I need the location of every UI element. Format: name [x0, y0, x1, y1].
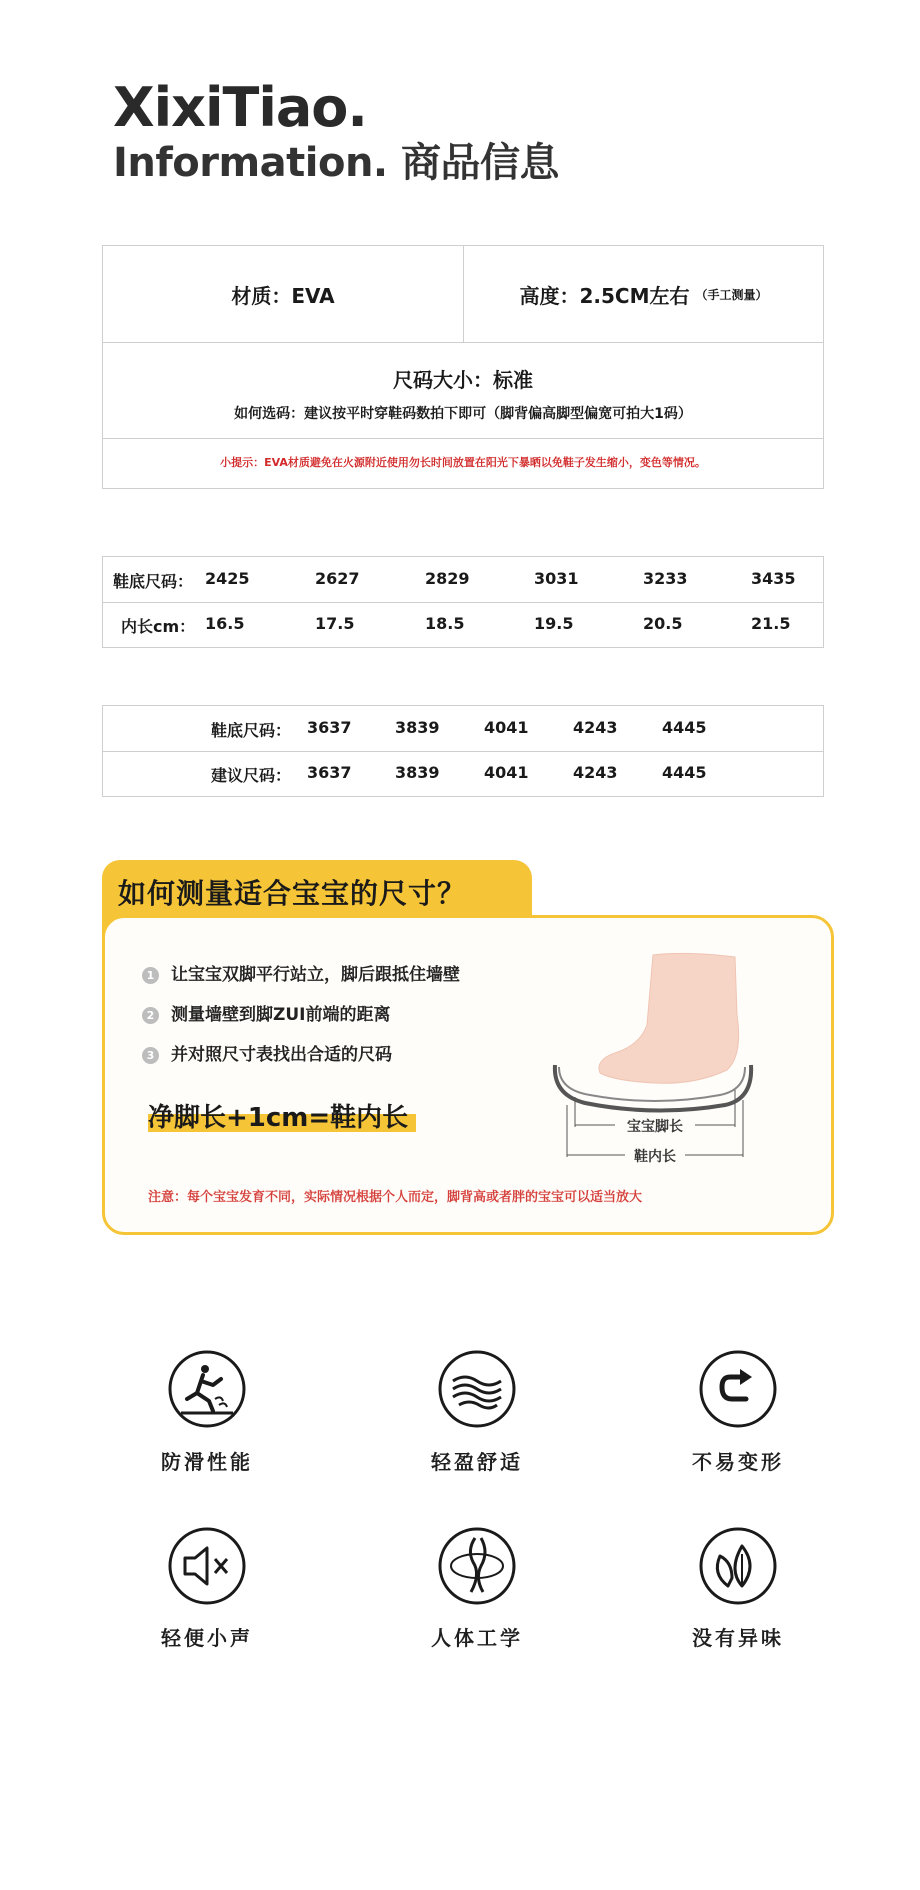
foot-measure-illustration: [545, 945, 775, 1170]
row-label: 建议尺码：: [211, 766, 292, 785]
table-cell: 3637: [307, 763, 352, 782]
table-cell: 3031: [534, 569, 579, 588]
anti-slip-icon: [167, 1349, 247, 1429]
ergonomic-icon: [437, 1526, 517, 1606]
feature-label: 人体工学: [431, 1626, 523, 1650]
table-cell: 2425: [205, 569, 250, 588]
row-label: 内长cm：: [121, 617, 196, 636]
divider: [103, 438, 823, 439]
feature-label: 不易变形: [692, 1450, 784, 1474]
feature-label: 轻盈舒适: [431, 1450, 523, 1474]
table-cell: 4041: [484, 763, 529, 782]
step-number: 3: [142, 1047, 159, 1064]
measure-step: [142, 960, 460, 985]
formula: 净脚长+1cm=鞋内长: [148, 1103, 409, 1133]
size-advice: 如何选码：建议按平时穿鞋码数拍下即可（脚背偏高脚型偏宽可拍大1码）: [234, 406, 692, 422]
no-deform-icon: [698, 1349, 778, 1429]
table-cell: 4445: [662, 763, 707, 782]
size-table-small: [102, 556, 824, 648]
table-cell: 21.5: [751, 614, 791, 633]
table-cell: 19.5: [534, 614, 574, 633]
table-cell: 20.5: [643, 614, 683, 633]
measure-step: [142, 1000, 390, 1025]
table-row: [103, 602, 823, 647]
table-row: [103, 706, 823, 751]
step-number: 1: [142, 967, 159, 984]
table-cell: 3435: [751, 569, 796, 588]
size-title: 尺码大小：标准: [393, 368, 533, 392]
table-cell: 4041: [484, 718, 529, 737]
row-label: 鞋底尺码：: [211, 721, 292, 740]
height-cell: [464, 246, 823, 342]
size-table-large: [102, 705, 824, 797]
table-cell: 4243: [573, 718, 618, 737]
table-row: [103, 557, 823, 602]
step-number: 2: [142, 1007, 159, 1024]
product-info-table: [102, 245, 824, 489]
shoe-length-label: 鞋内长: [634, 1149, 676, 1165]
measure-notice: 注意：每个宝宝发育不同，实际情况根据个人而定，脚背高或者胖的宝宝可以适当放大: [148, 1190, 643, 1205]
table-cell: 2627: [315, 569, 360, 588]
table-cell: 4243: [573, 763, 618, 782]
row-label: 鞋底尺码：: [113, 572, 194, 591]
material-cell: [103, 246, 463, 342]
feature-label: 防滑性能: [161, 1450, 253, 1474]
table-cell: 4445: [662, 718, 707, 737]
table-cell: 3637: [307, 718, 352, 737]
height-text: 高度：2.5CM左右: [519, 283, 690, 308]
section-subtitle: Information. 商品信息: [113, 140, 560, 186]
feature-label: 没有异味: [692, 1626, 784, 1650]
height-note: （手工测量）: [695, 287, 768, 302]
measure-step: [142, 1040, 392, 1065]
care-tip: 小提示：EVA材质避免在火源附近使用勿长时间放置在阳光下暴晒以免鞋子发生缩小，变色等情况。: [220, 456, 706, 469]
table-cell: 3839: [395, 763, 440, 782]
step-text: 让宝宝双脚平行站立，脚后跟抵住墙壁: [171, 965, 460, 985]
table-cell: 2829: [425, 569, 470, 588]
table-cell: 3839: [395, 718, 440, 737]
foot-length-label: 宝宝脚长: [627, 1119, 683, 1135]
table-row: [103, 751, 823, 796]
table-cell: 3233: [643, 569, 688, 588]
material-text: 材质：EVA: [231, 283, 335, 308]
feature-label: 轻便小声: [161, 1626, 253, 1650]
table-cell: 17.5: [315, 614, 355, 633]
quiet-icon: [167, 1526, 247, 1606]
no-odor-icon: [698, 1526, 778, 1606]
foot-icon: [599, 953, 739, 1083]
step-text: 并对照尺寸表找出合适的尺码: [171, 1045, 392, 1065]
table-cell: 18.5: [425, 614, 465, 633]
divider: [103, 342, 823, 343]
table-cell: 16.5: [205, 614, 245, 633]
step-text: 测量墙壁到脚ZUI前端的距离: [171, 1005, 391, 1025]
measure-title: 如何测量适合宝宝的尺寸？: [118, 877, 467, 910]
lightweight-icon: [437, 1349, 517, 1429]
brand-title: XixiTiao.: [113, 76, 367, 139]
